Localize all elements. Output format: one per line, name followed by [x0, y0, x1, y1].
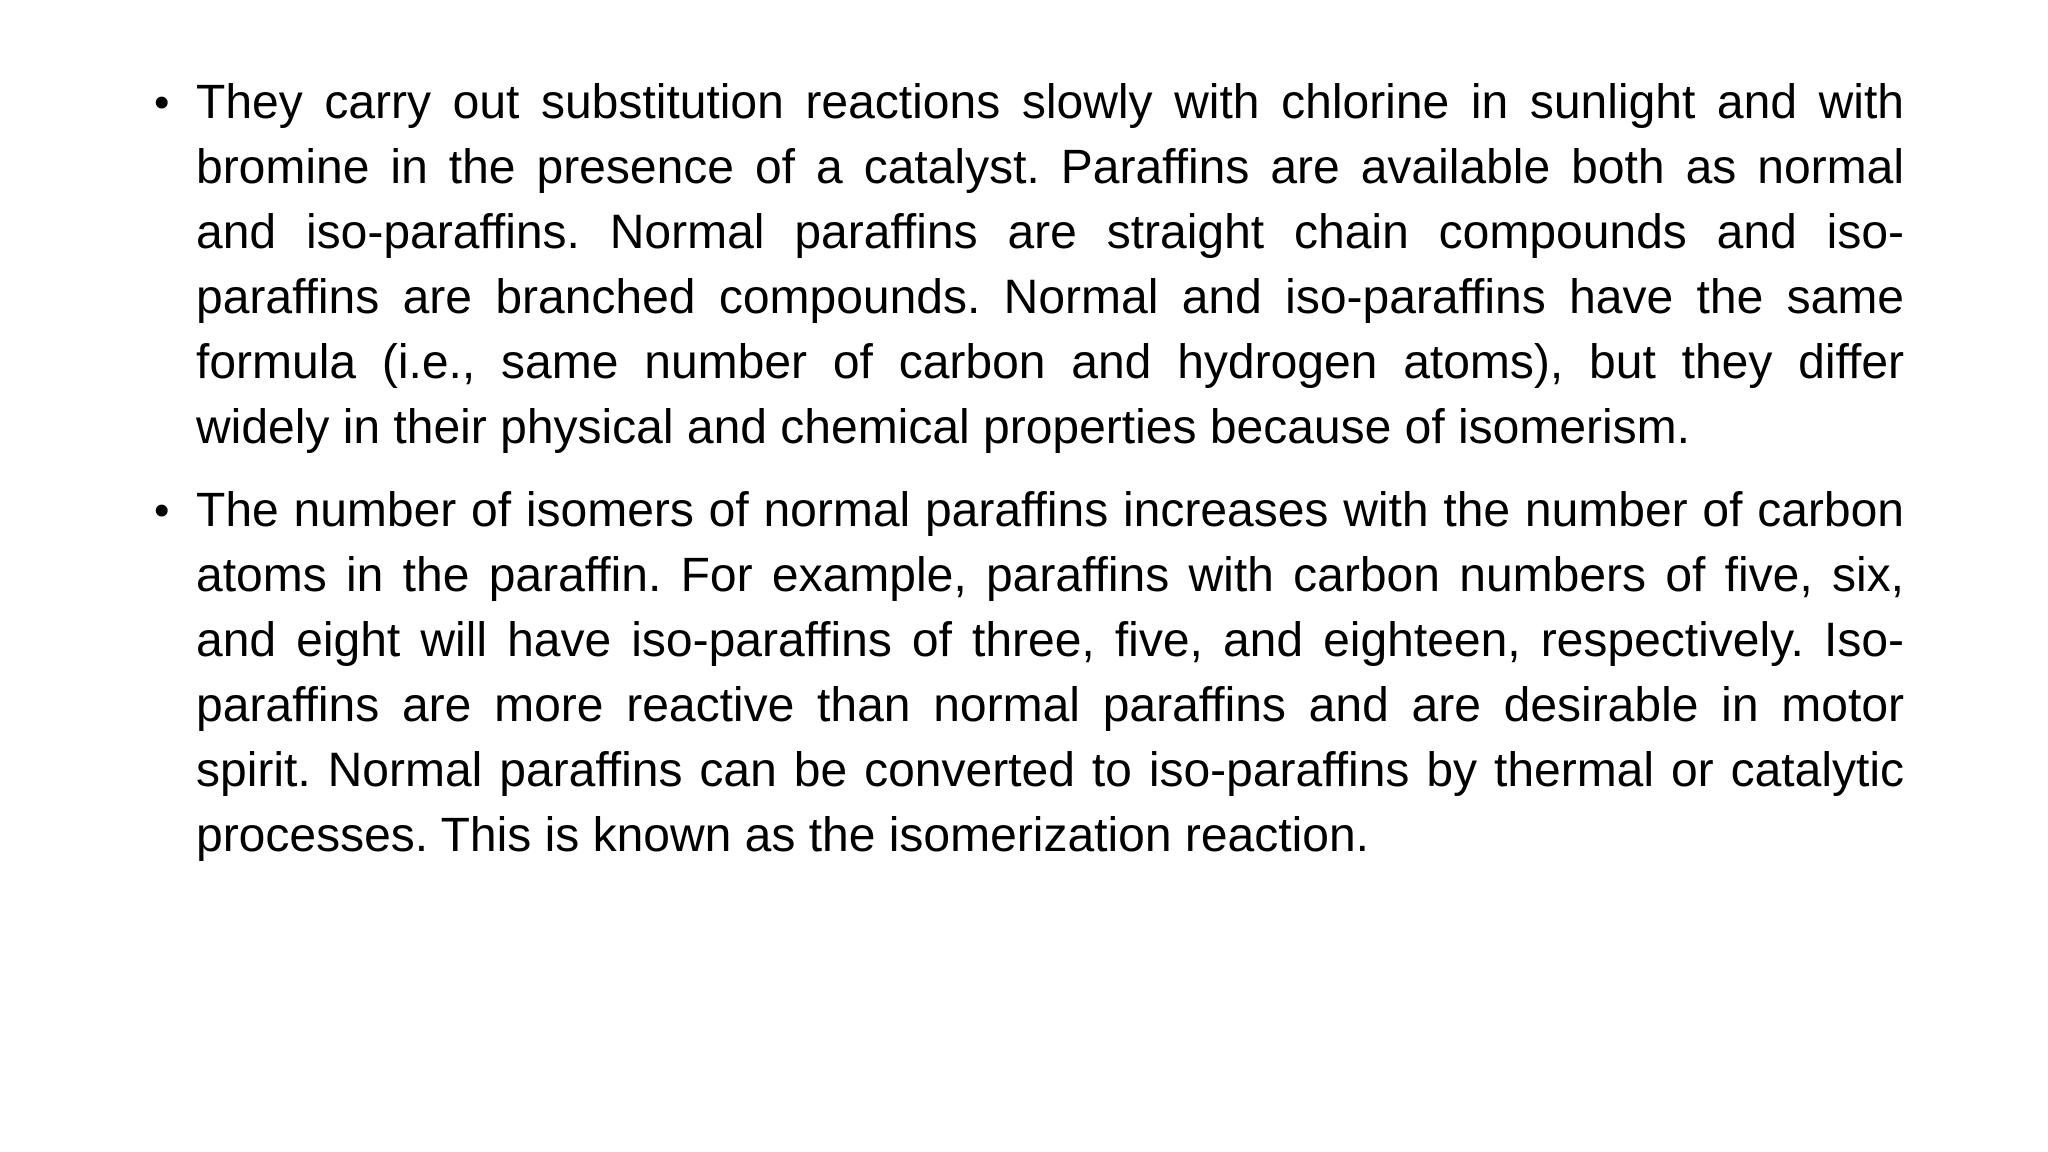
bullet-marker: • — [154, 78, 170, 127]
bullet-item-isomers — [152, 478, 1904, 868]
slide-body — [152, 70, 1904, 886]
bullet-list — [152, 70, 1904, 868]
bullet-item-substitution — [152, 70, 1904, 460]
bullet-marker: • — [154, 486, 170, 535]
bullet-text: They carry out substitution reactions slowly with chlorine in sunlight and with bromine in the presence of a catalyst. Paraffins are available both as normal and iso-paraffins. Normal paraffins are straight chain compounds and iso-paraffins are branched compounds. Normal and iso-paraffins have the same formula (i.e., same number of carbon and hydrogen atoms), but they differ widely in their physical and chemical properties because of isomerism. — [196, 76, 1904, 454]
bullet-text: The number of isomers of normal paraffins increases with the number of carbon atoms in the paraffin. For example, paraffins with carbon numbers of five, six, and eight will have iso-paraffins of three, five, and eighteen, respectively. Iso-paraffins are more reactive than normal paraffins and are desirable in motor spirit. Normal paraffins can be converted to iso-paraffins by thermal or catalytic processes. This is known as the isomerization reaction. — [196, 484, 1904, 862]
